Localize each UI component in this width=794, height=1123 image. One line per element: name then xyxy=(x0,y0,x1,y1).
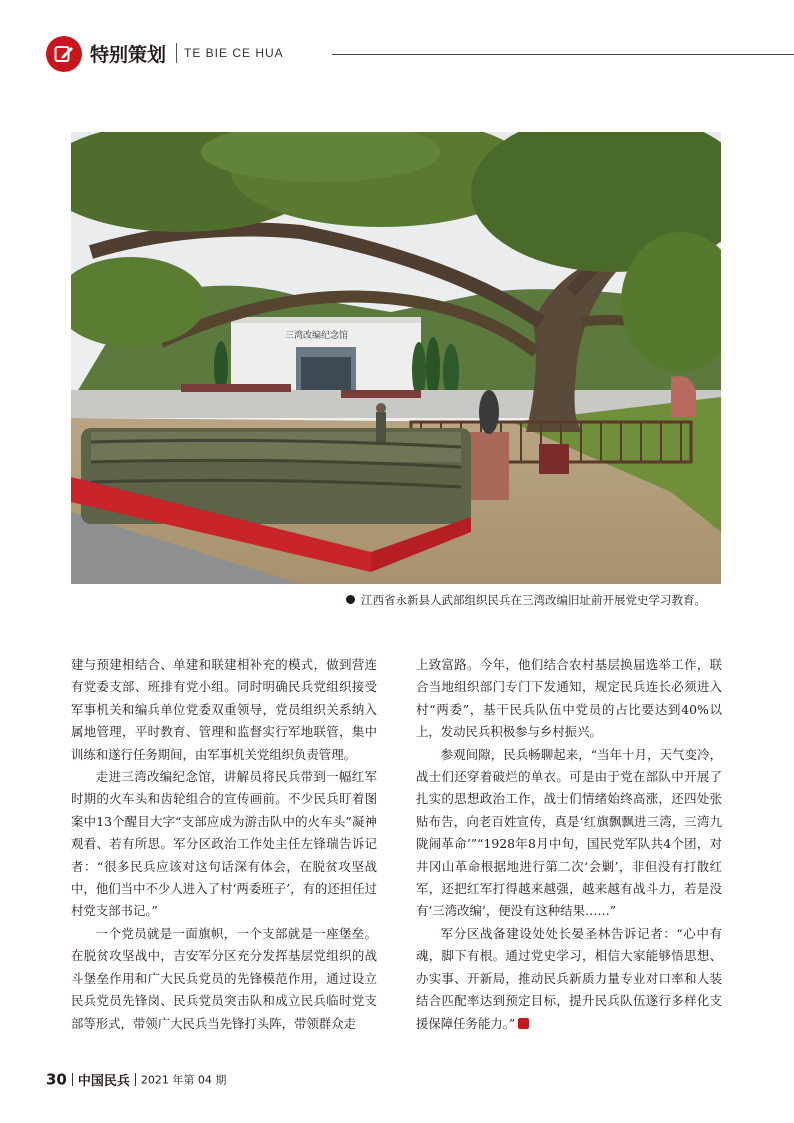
footer-divider xyxy=(135,1073,136,1086)
pencil-edit-icon xyxy=(46,36,82,72)
page-header xyxy=(46,34,794,74)
page-number: 30 xyxy=(46,1070,67,1089)
paragraph: 一个党员就是一面旗帜，一个支部就是一座堡垒。在脱贫攻坚战中，吉安军分区充分发挥基层党组织的战斗堡垒作用和广大民兵党员的先锋模范作用，通过设立民兵党员先锋岗、民兵党员突击队和成立民兵临时党支部等形式，带领广大民兵当先锋打头阵，带领群众走 xyxy=(71,925,377,1031)
section-title: 特别策划 xyxy=(90,44,167,66)
article-column-right xyxy=(416,654,722,1035)
article-photo xyxy=(71,132,721,584)
paragraph: 参观间隙，民兵畅聊起来，“当年十月，天气变冷，战士们还穿着破烂的单衣。可是由于党在部队中开展了扎实的思想政治工作，战士们情绪始终高涨，还四处张贴布告，向老百姓宣传，真是‘红旗飘飘进三湾，三湾九陇闹革命’”“1928年8月中旬，国民党军队共4个团，对井冈山革命根据地进行第二次‘会剿’，非但没有打散红军，还把红军打得越来越强，越来越有战斗力，若是没有‘三湾改编’，便没有这种结果……” xyxy=(416,746,722,919)
bullet-icon xyxy=(346,595,355,604)
paragraph-text: 军分区战备建设处处长晏圣林告诉记者：“心中有魂，脚下有根。通过党史学习，相信大家能够悟思想、办实事、开新局，推动民兵新质力量专业对口率和人装结合匹配率达到预定目标，提升民兵队伍遂行多样化支援保障任务能力。” xyxy=(416,925,722,1031)
article-end-icon xyxy=(518,1018,529,1029)
memorial-sign: 三湾改编纪念馆 xyxy=(285,331,349,341)
paragraph-last xyxy=(416,923,722,1035)
header-rule xyxy=(332,54,794,55)
paragraph: 建与预建相结合、单建和联建相补充的模式，做到营连有党委支部、班排有党小组。同时明确民兵党组织接受军事机关和编兵单位党委双重领导，党员组织关系纳入属地管理，平时教育、管理和监督实行军地联管，集中训练和遂行任务期间，由军事机关党组织负责管理。 xyxy=(71,657,377,762)
paragraph: 走进三湾改编纪念馆，讲解员将民兵带到一幅红军时期的火车头和齿轮组合的宣传画前。不少民兵盯着图案中13个醒目大字“支部应成为游击队中的火车头”凝神观看、若有所思。军分区政治工作处主任左锋瑞告诉记者：“很多民兵应该对这句话深有体会，在脱贫攻坚战中，他们当中不少人进入了村‘两委班子’，有的还担任过村党支部书记。” xyxy=(71,769,377,919)
section-pinyin: TE BIE CE HUA xyxy=(184,46,284,60)
magazine-name: 中国民兵 xyxy=(77,1074,130,1089)
issue-label: 2021 年第 04 期 xyxy=(140,1073,227,1087)
photo-caption xyxy=(346,592,706,608)
footer-divider xyxy=(72,1073,73,1086)
caption-text: 江西省永新县人武部组织民兵在三湾改编旧址前开展党史学习教育。 xyxy=(361,593,706,607)
article-column-left xyxy=(71,654,377,1035)
paragraph: 上致富路。今年，他们结合农村基层换届选举工作，联合当地组织部门专门下发通知，规定民兵连长必须进入村“两委”，基干民兵队伍中党员的占比要达到40%以上，发动民兵积极参与乡村振兴。 xyxy=(416,657,722,740)
page-footer xyxy=(46,1069,226,1089)
title-separator xyxy=(176,43,177,63)
